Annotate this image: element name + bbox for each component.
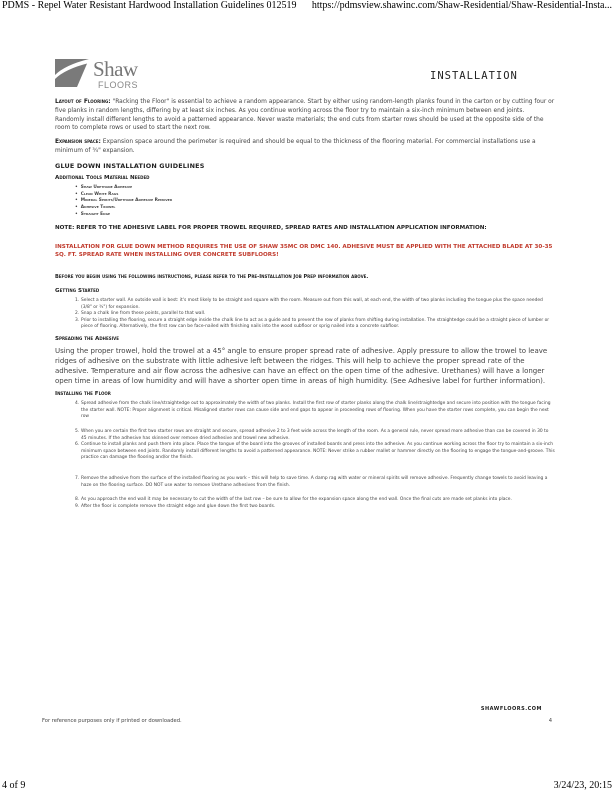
step-text: Continue to install planks and push them into place. Place the tongue of the board into the grooves of installed boards and press into the adhesive. As you continue working across the floor try to maintain a six-inch minimum space between end joints. Randomly install different lengths to avoid a patterned appearance. NOTE: Never strike a rubber mallet or hammer directly on the flooring to engage the tongue-and-groove. This practice can damage the flooring and/or the finish. [81, 442, 555, 461]
list-item [75, 497, 555, 504]
shaw-floors-logo [55, 55, 152, 93]
print-footer-page: 4 of 9 [2, 780, 26, 791]
spreading-text: Using the proper trowel, hold the trowel at a 45° angle to ensure proper spread rate of adhesive. Apply pressure to allow the trowel to leave ridges of adhesive on the substrate with little adhesive left between the ridges. This will help to achieve the proper spread rate of the adhesive. Temperature and air flow across the adhesive can have an effect on the open time of the adhesive. Urethanes) will have a longer open time in areas of low humidity and will have a shorter open time in areas of high humidity. (See Adhesive label for further information). [55, 346, 548, 386]
step-text: When you are certain the first two starter rows are straight and secure, spread adhesive 2 to 3 feet wide across the length of the room. As a general rule, never spread more adhesive than can be covered in 30 to 45 minutes. If the adhesive has skinned over remove dried adhesive and trowel new adhesive. [81, 429, 549, 441]
before-note: Before you begin using the following instructions, please refer to the Pre-Installation Job Prep information above. [55, 273, 369, 280]
step-number: 2. [75, 311, 80, 317]
step-number: 8. [75, 497, 80, 503]
section-title: INSTALLATION [430, 70, 518, 82]
list-item: • Clean White Rags [75, 192, 555, 199]
step-text: Spread adhesive from the chalk line/straightedge out to approximately the width of two planks. Install the first row of starter planks along the chalk line/straightedge and secure into position with the tongue facing the starter wall. NOTE: Proper alignment is critical. Misaligned starter rows can cause side and end gaps to appear in proceeding rows of flooring. When you have the starter rows complete, you can begin the next row [81, 401, 551, 420]
list-item [75, 318, 555, 331]
list-item: • Straight Edge [75, 212, 555, 219]
list-item [75, 311, 555, 318]
print-header-url: https://pdmsview.shawinc.com/Shaw-Residential/Shaw-Residential-Insta... [311, 0, 612, 11]
list-item [75, 401, 555, 421]
list-item [75, 442, 555, 462]
step-text: As you approach the end wall it may be necessary to cut the width of the last row – be sure to allow for the expansion space along the end wall. Once the final cuts are made set planks into place. [81, 497, 512, 503]
page-number: 4 [548, 718, 552, 724]
print-header [0, 0, 612, 12]
logo-brand: Shaw [93, 57, 138, 81]
expansion-lead: Expansion space: [55, 139, 101, 146]
logo-sub: FLOORS [98, 80, 139, 90]
content [55, 98, 555, 514]
step-number: 3. [75, 317, 80, 323]
installing-steps [75, 401, 555, 510]
list-item: • Adhesive Trowel [75, 205, 555, 212]
getting-started-heading: Getting Started [55, 287, 100, 294]
step-number: 6. [75, 442, 80, 448]
spacer [75, 462, 555, 476]
trowel-note: NOTE: REFER TO THE ADHESIVE LABEL FOR PROPER TROWEL REQUIRED, SPREAD RATES AND INSTALLATION APPLICATION INFORMATION: [55, 224, 487, 231]
step-number: 4. [75, 401, 80, 407]
step-number: 9. [75, 503, 80, 509]
step-text: Select a starter wall. An outside wall is best: it's most likely to be straight and square with the room. Measure out from this wall, at each end, the width of two planks including the tongue plus the space needed (3/8" or ¾") for expansion. [81, 297, 543, 310]
step-text: Remove the adhesive from the surface of the installed flooring as you work – this will help to save time. A damp rag with water or mineral spirits will remove adhesive. Frequently change towels to avoid leaving a haze on the flooring surface. DO NOT use water to remove Urethane adhesives from the finish. [81, 476, 548, 488]
expansion-text: Expansion space around the perimeter is required and should be equal to the thickness of the flooring material. For commercial installations use a minimum of ¾" expansion. [55, 139, 536, 154]
step-text: Snap a chalk line from these points, parallel to that wall. [81, 311, 206, 317]
spreading-heading: Spreading the Adhesive [55, 335, 119, 342]
step-number: 5. [75, 429, 80, 435]
layout-text: "Racking the Floor" is essential to achieve a random appearance. Start by either using random-length planks found in the carton or by cutting four or five planks in random lengths, differing by at least six inches. As you continue working across the floor try to maintain a six-inch minimum between end joints. Randomly install different lengths to avoid a patterned appearance. Never waste materials; the end cuts from starter rows should be used at the opposite side of the room to complete rows or used to start the next row. [55, 99, 555, 132]
list-item: • Shaw Urethane Adhesive [75, 185, 555, 192]
expansion-paragraph [55, 138, 555, 156]
list-item: • Mineral Spirits/Urethane Adhesive Remover [75, 198, 555, 205]
print-footer-timestamp: 3/24/23, 20:15 [553, 780, 612, 791]
tools-heading: Additional Tools Material Needed [55, 174, 150, 181]
reference-note: For reference purposes only if printed or downloaded. [42, 718, 182, 724]
step-number: 7. [75, 476, 80, 482]
list-item [75, 298, 555, 311]
list-item [75, 476, 555, 489]
list-item [75, 429, 555, 442]
step-text: Prior to installing the flooring, secure a straight edge inside the chalk line to act as a guide and to prevent the row of planks from shifting during installation. The straightedge could be a straight piece of lumber or piece of flooring. Alternatively, the first row can be face-nailed with finishing nails into the wood subfloor or sprig nailed into a concrete subfloor. [81, 317, 550, 330]
print-footer [0, 780, 612, 792]
tools-list [75, 185, 555, 219]
step-number: 1. [75, 297, 80, 303]
adhesive-warning: INSTALLATION FOR GLUE DOWN METHOD REQUIRES THE USE OF SHAW 35MC OR DMC 140. ADHESIVE MUST BE APPLIED WITH THE ATTACHED BLADE AT 30-35 SQ. FT. SPREAD RATE WHEN INSTALLING OVER CONCRETE SUBFLOORS! [55, 243, 553, 259]
site-url[interactable]: SHAWFLOORS.COM [480, 706, 542, 712]
installing-heading: Installing the Floor [55, 391, 111, 398]
glue-heading: GLUE DOWN INSTALLATION GUIDELINES [55, 161, 205, 170]
list-item [75, 504, 555, 511]
layout-paragraph [55, 98, 555, 133]
print-header-title: PDMS - Repel Water Resistant Hardwood Installation Guidelines 012519 [2, 0, 297, 11]
layout-lead: Layout of Flooring: [55, 99, 111, 105]
spacer [75, 421, 555, 429]
logo-mark-icon [55, 55, 91, 91]
step-text: After the floor is complete remove the straight edge and glue down the first two boards. [81, 503, 276, 509]
getting-started-steps [75, 298, 555, 331]
